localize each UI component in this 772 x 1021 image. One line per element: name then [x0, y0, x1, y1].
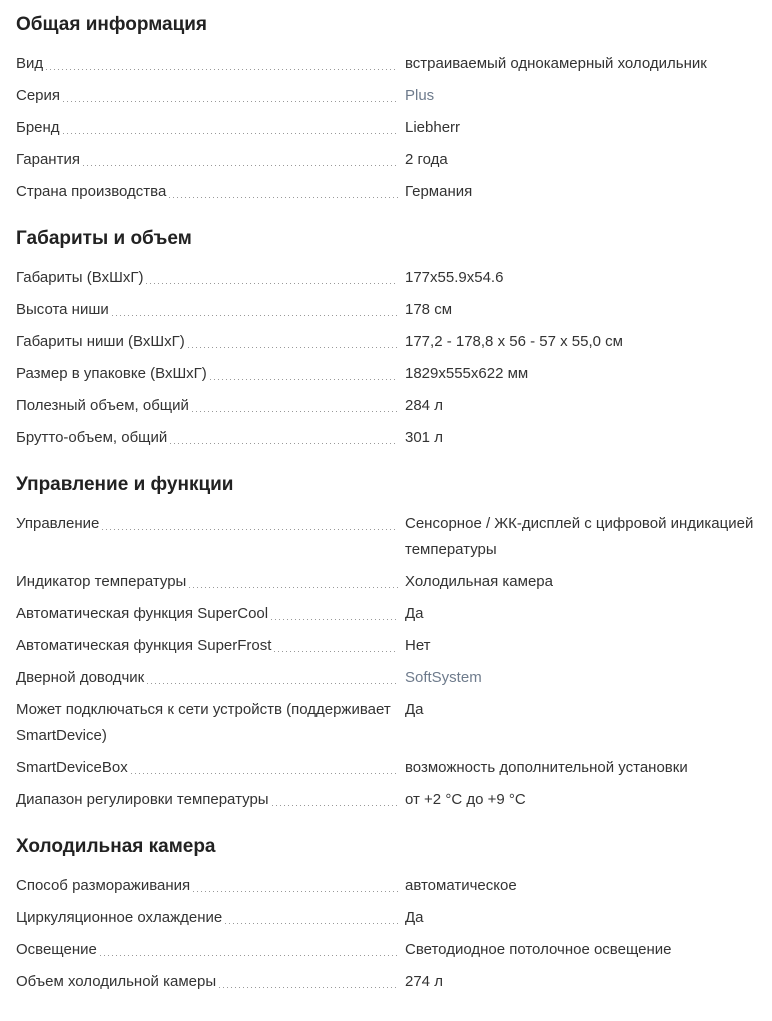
dotted-leader [169, 197, 398, 198]
spec-row [16, 329, 756, 355]
spec-section [16, 472, 756, 813]
spec-label: Размер в упаковке (ВхШхГ) [16, 365, 207, 382]
spec-label-cell [16, 115, 405, 141]
spec-value: 284 л [405, 397, 443, 414]
dotted-leader [188, 347, 398, 348]
dotted-leader [112, 315, 398, 316]
spec-value: 1829x555x622 мм [405, 365, 529, 382]
spec-label: Страна производства [16, 183, 167, 200]
spec-label: Циркуляционное охлаждение [16, 909, 223, 926]
spec-row [16, 569, 756, 595]
dotted-leader [189, 587, 398, 588]
spec-label: Высота ниши [16, 301, 109, 318]
spec-value: 2 года [405, 151, 448, 168]
spec-label-cell [16, 755, 405, 781]
spec-label-cell [16, 361, 405, 387]
spec-label: Габариты (ВхШхГ) [16, 269, 144, 286]
spec-row [16, 697, 756, 749]
section-title: Габариты и объем [16, 228, 192, 249]
spec-label: Автоматическая функция SuperFrost [16, 637, 272, 654]
spec-label: Брутто-объем, общий [16, 429, 168, 446]
spec-value: автоматическое [405, 877, 517, 894]
spec-row [16, 425, 756, 451]
section-title: Управление и функции [16, 474, 234, 495]
dotted-leader [46, 69, 398, 70]
spec-label: SmartDeviceBox [16, 759, 128, 776]
spec-label-cell [16, 297, 405, 323]
spec-value: Нет [405, 637, 431, 654]
spec-label-cell [16, 329, 405, 355]
spec-row [16, 393, 756, 419]
spec-label-cell [16, 937, 405, 963]
spec-value: возможность дополнительной установки [405, 759, 688, 776]
spec-value: Сенсорное / ЖК-дисплей с цифровой индикацией температуры [405, 515, 754, 558]
spec-row [16, 969, 756, 995]
spec-label: Освещение [16, 941, 97, 958]
spec-value: Да [405, 909, 424, 926]
spec-label: Вид [16, 55, 44, 72]
spec-row [16, 511, 756, 563]
spec-row [16, 755, 756, 781]
spec-value-link[interactable]: SoftSystem [405, 669, 482, 686]
dotted-leader [146, 283, 398, 284]
spec-label: Может подключаться к сети устройств (поддерживает SmartDevice) [16, 701, 391, 744]
spec-label-cell [16, 665, 405, 691]
spec-label: Диапазон регулировки температуры [16, 791, 269, 808]
spec-label-cell [16, 787, 405, 813]
dotted-leader [271, 619, 398, 620]
spec-value: 177x55.9x54.6 [405, 269, 504, 286]
spec-value: 301 л [405, 429, 443, 446]
section-title: Холодильная камера [16, 836, 216, 857]
spec-label-cell [16, 969, 405, 995]
spec-label: Дверной доводчик [16, 669, 145, 686]
spec-label-cell [16, 569, 405, 595]
spec-row [16, 873, 756, 899]
dotted-leader [131, 773, 398, 774]
spec-label-cell [16, 633, 405, 659]
dotted-leader [170, 443, 398, 444]
spec-section [16, 12, 756, 205]
spec-row [16, 297, 756, 323]
spec-value: Да [405, 605, 424, 622]
dotted-leader [63, 101, 398, 102]
spec-row [16, 937, 756, 963]
dotted-leader [272, 805, 398, 806]
section-title: Общая информация [16, 14, 208, 35]
spec-row [16, 51, 756, 77]
dotted-leader [83, 165, 398, 166]
spec-value: Холодильная камера [405, 573, 553, 590]
spec-label-cell [16, 873, 405, 899]
spec-value: Да [405, 701, 424, 718]
dotted-leader [219, 987, 398, 988]
dotted-leader [147, 683, 398, 684]
spec-label-cell [16, 51, 405, 77]
spec-label: Бренд [16, 119, 60, 136]
spec-row [16, 83, 756, 109]
spec-row [16, 265, 756, 291]
spec-label: Габариты ниши (ВхШхГ) [16, 333, 185, 350]
spec-label: Автоматическая функция SuperCool [16, 605, 269, 622]
spec-label-cell [16, 265, 405, 291]
spec-label-cell [16, 393, 405, 419]
spec-value: 274 л [405, 973, 443, 990]
spec-row [16, 905, 756, 931]
spec-label-cell [16, 697, 405, 749]
spec-value: встраиваемый однокамерный холодильник [405, 55, 707, 72]
spec-value: 178 см [405, 301, 453, 318]
spec-row [16, 633, 756, 659]
dotted-leader [63, 133, 398, 134]
dotted-leader [100, 955, 398, 956]
specs-sections [16, 12, 756, 995]
spec-row [16, 787, 756, 813]
spec-value: Германия [405, 183, 473, 200]
spec-row [16, 601, 756, 627]
spec-value: Liebherr [405, 119, 461, 136]
dotted-leader [274, 651, 398, 652]
spec-label: Объем холодильной камеры [16, 973, 217, 990]
spec-label: Индикатор температуры [16, 573, 187, 590]
spec-value: Светодиодное потолочное освещение [405, 941, 672, 958]
spec-row [16, 147, 756, 173]
spec-label-cell [16, 601, 405, 627]
spec-label: Управление [16, 515, 100, 532]
dotted-leader [192, 411, 398, 412]
spec-label: Способ размораживания [16, 877, 191, 894]
spec-row [16, 665, 756, 691]
dotted-leader [102, 529, 398, 530]
spec-label-cell [16, 83, 405, 109]
spec-label: Гарантия [16, 151, 80, 168]
spec-value-link[interactable]: Plus [405, 87, 435, 104]
spec-row [16, 115, 756, 141]
spec-section [16, 226, 756, 451]
spec-label: Полезный объем, общий [16, 397, 189, 414]
dotted-leader [193, 891, 398, 892]
spec-value: от +2 °C до +9 °C [405, 791, 526, 808]
spec-value: 177,2 - 178,8 x 56 - 57 x 55,0 см [405, 333, 623, 350]
spec-label-cell [16, 147, 405, 173]
spec-section [16, 834, 756, 995]
spec-label-cell [16, 425, 405, 451]
spec-label-cell [16, 511, 405, 537]
dotted-leader [225, 923, 398, 924]
spec-label-cell [16, 905, 405, 931]
spec-row [16, 361, 756, 387]
spec-row [16, 179, 756, 205]
dotted-leader [210, 379, 398, 380]
spec-label-cell [16, 179, 405, 205]
spec-label: Серия [16, 87, 61, 104]
